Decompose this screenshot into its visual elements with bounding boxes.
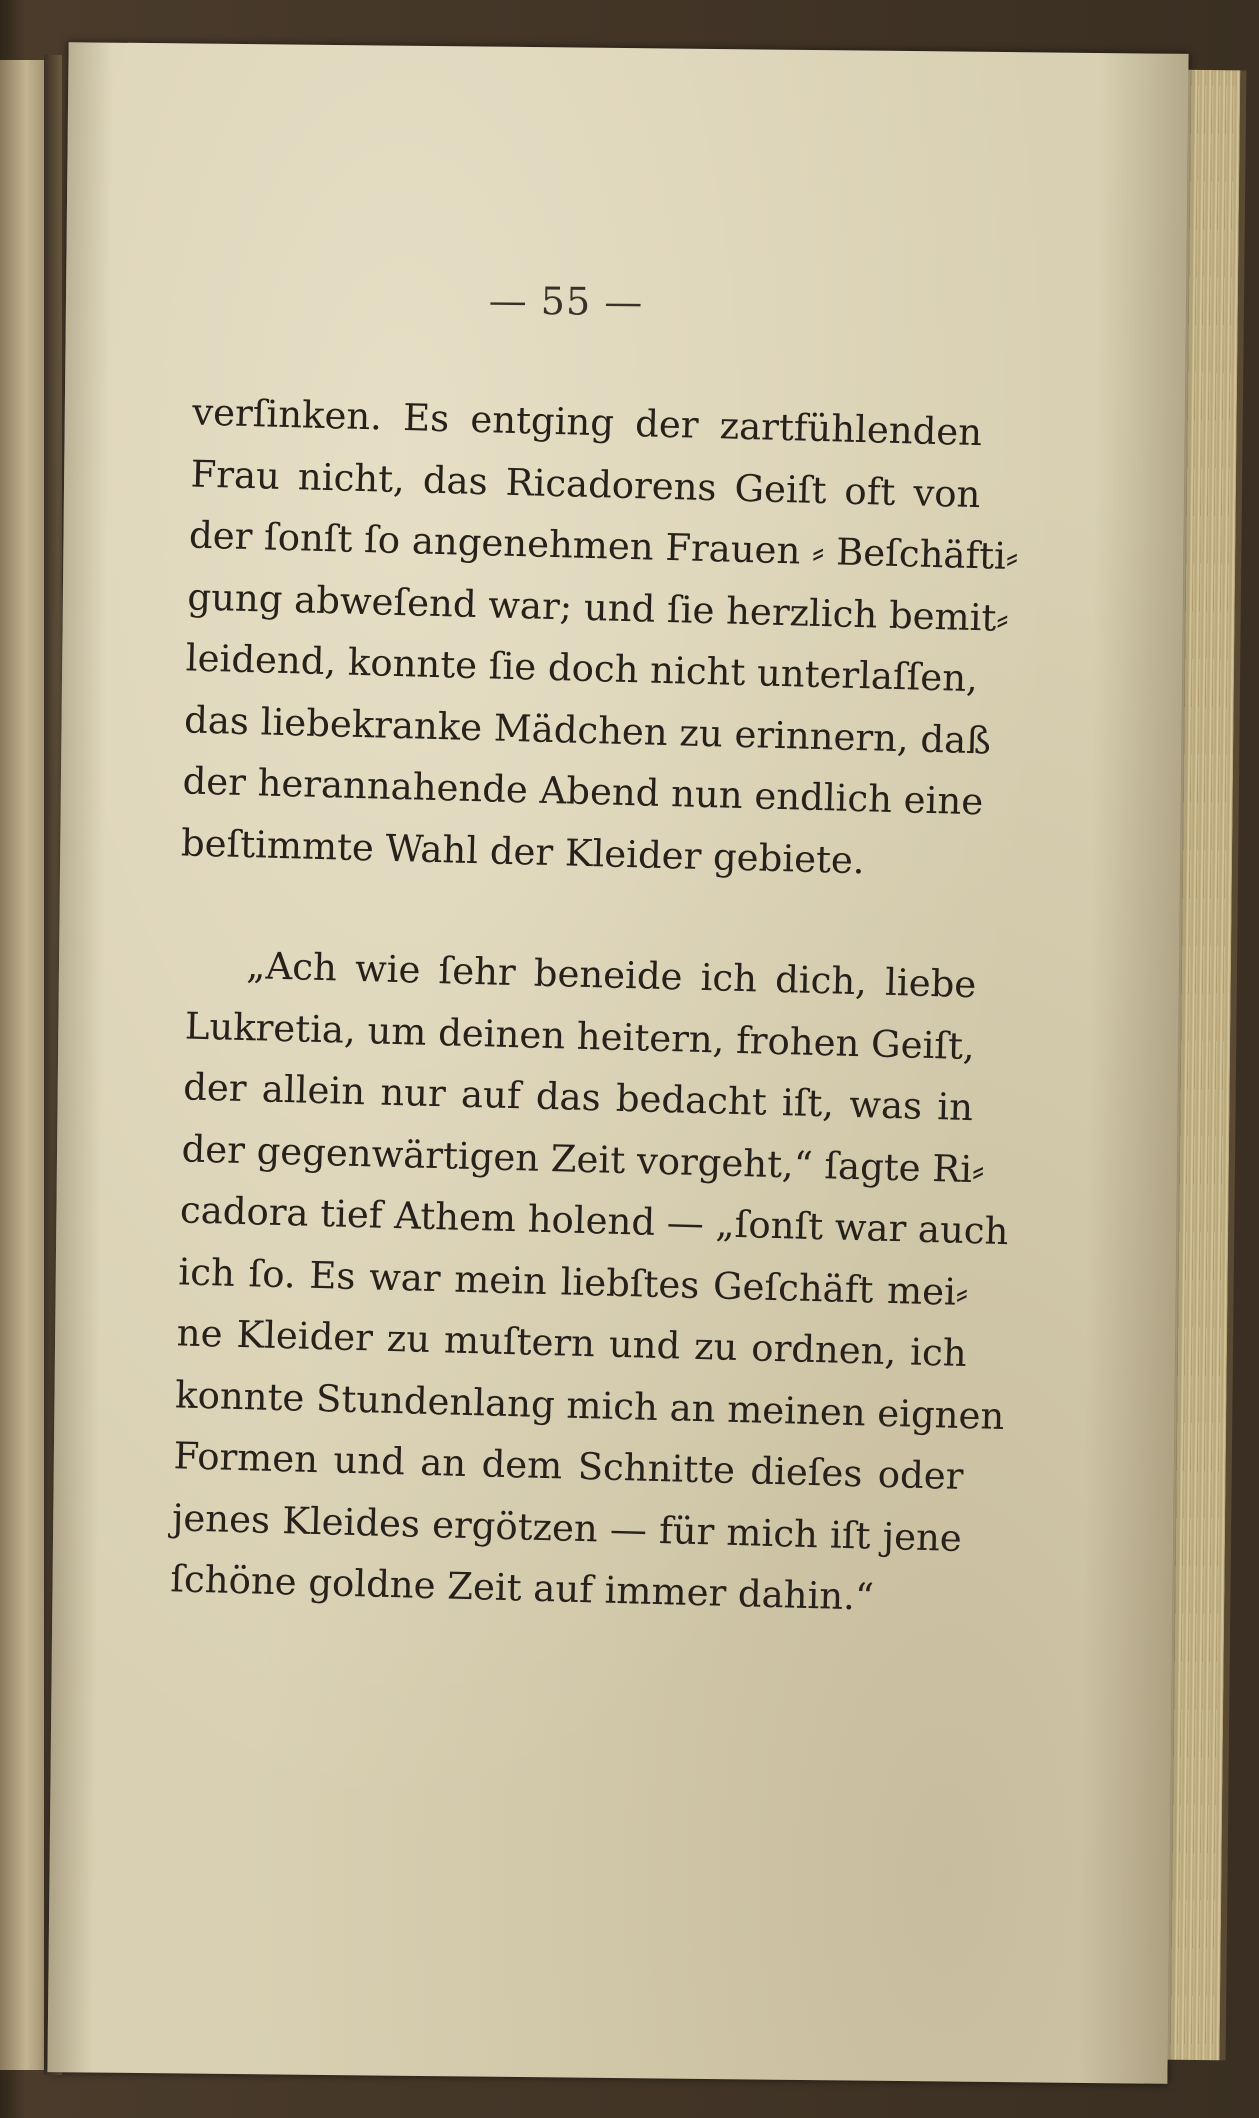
text-line: konnte Stundenlang mich an meinen eignen bbox=[174, 1372, 1005, 1438]
left-page-edge bbox=[0, 60, 46, 2070]
text-line: ich ſo. Es war mein liebſtes Geſchäft mei⸗ bbox=[177, 1249, 969, 1314]
text-line: ſchöne goldne Zeit auf immer dahin.“ bbox=[169, 1557, 875, 1619]
text-line: leidend, konnte ſie doch nicht unterlaſſen, bbox=[185, 636, 979, 701]
text-line: gung abweſend war; und ſie herzlich bemit⸗ bbox=[186, 574, 1010, 640]
text-line: Lukretia, um deinen heitern, frohen Geiſt, bbox=[184, 1003, 976, 1068]
text-line: Formen und an dem Schnitte dieſes oder bbox=[173, 1434, 964, 1498]
text-line: das liebekranke Mädchen zu erinnern, daß bbox=[183, 697, 992, 763]
text-line: jenes Kleides ergötzen — für mich iſt jene bbox=[171, 1495, 963, 1560]
paragraph-2 bbox=[169, 933, 1009, 1630]
page-number: — 55 — bbox=[488, 278, 644, 325]
text-line: ne Kleider zu muſtern und zu ordnen, ich bbox=[176, 1311, 968, 1376]
text-line: der allein nur auf das bedacht iſt, was in bbox=[182, 1065, 974, 1130]
text-line: Frau nicht, das Ricadorens Geiſt oft von bbox=[190, 451, 981, 516]
text-line: cadora tief Athem holend — „ſonſt war auch bbox=[179, 1188, 1009, 1254]
text-line: der ſonſt ſo angenehmen Frauen ⸗ Beſchäfti⸗ bbox=[188, 513, 1019, 579]
text-line: der herannahende Abend nun endlich eine bbox=[182, 759, 984, 824]
text-line: beſtimmte Wahl der Kleider gebiete. bbox=[180, 820, 866, 882]
text-line: der gegenwärtigen Zeit vorgeht,“ ſagte Ri⸗ bbox=[181, 1126, 985, 1191]
text-line: „Ach wie ſehr beneide ich dich, liebe bbox=[245, 944, 977, 1007]
text-line: verſinken. Es entging der zartfühlenden bbox=[191, 390, 983, 455]
book-page bbox=[47, 42, 1188, 2084]
paragraph-1 bbox=[180, 382, 1019, 895]
